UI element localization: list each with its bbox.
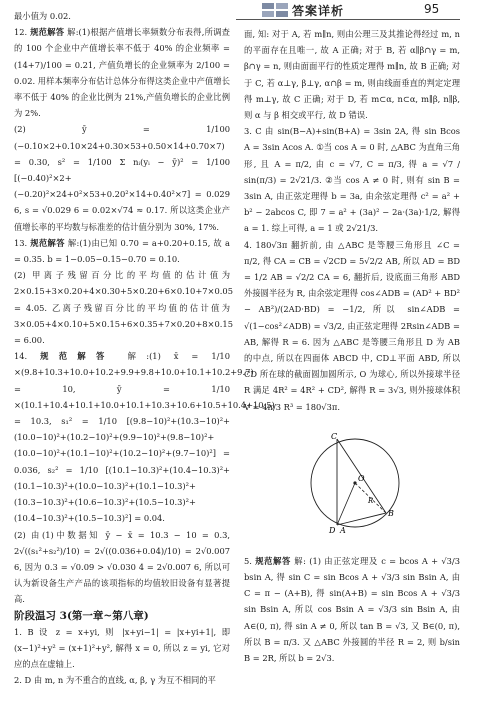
sphere-diagram bbox=[244, 417, 460, 549]
paragraph: (2) 甲离子残留百分比的平均值的估计值为 2×0.15+3×0.20+4×0.30+5×0.20+6×0.10+7×0.05 = 4.05. 乙离子残留百分比的平均值的估计值为 3×0.05+4×0.10+5×0.15+6×0.35+7×0.20+8×0.15 = 6.00. bbox=[14, 270, 233, 346]
paragraph: 12. 规范解答 解:(1)根据产值增长率频数分布表得,所调查的 100 个企业中产值增长率不低于 40% 的企业频率 = (14+7)/100 = 0.21, 产值负增长的企业频率为 2/100 = 0.02. 用样本频率分布估计总体分布得这类企业中产值增长率不低于 40% 的企业比例为 21%,产值负增长的企业比例为 2%. bbox=[14, 27, 230, 119]
label-r: R bbox=[368, 496, 374, 505]
center-point bbox=[353, 481, 356, 484]
paragraph: (2) ȳ = 1/100 (−0.10×2+0.10×24+0.30×53+0.50×14+0.70×7) = 0.30, s² = 1/100 Σ nᵢ(yᵢ − ȳ)² = 1/100 [(−0.40)²×2+(−0.20)²×24+0²×53+0.20²×14+0.40²×7] = 0.029 6, s = √0.029 6 = 0.02×√74 ≈ 0.17. 所以这类企业产值增长率的平均数与标准差的估计值分别为 30%, 17%. bbox=[14, 124, 230, 232]
section-title: 阶段温习 3(第一章~第八章) bbox=[14, 609, 149, 622]
paragraph: 面, 知: 对于 A, 若 m∥n, 则由公理三及其推论得经过 m, n 的平面存在且唯一, 故 A 正确; 对于 B, 若 α∥β∩γ = m, β∩γ = n, 则由面面平行的性质定理得 m∥n, 故 B 正确; 对于 C, 若 α⊥γ, β⊥γ, α∩β = m, 则由线面垂直的判定定理得 m⊥γ, 故 C 正确; 对于 D, 若 m⊂α, n⊂α, m∥β, n∥β, 则 α 与 β 相交或平行, 故 D 错误. bbox=[244, 29, 460, 121]
sphere-figure bbox=[300, 417, 410, 547]
answer-marker: 规范解答 bbox=[30, 237, 65, 248]
paragraph: (2) 由(1)中数据知 ȳ − x̄ = 10.3 − 10 = 0.3, 2√((s₁²+s₂²)/10) = 2√((0.036+0.04)/10) = 2√0.007 6, 因为 0.3 = √0.09 > √0.030 4 = 2√0.007 6, 所以可认为新设备生产产品的该项指标的均值较旧设备有显著提高. bbox=[14, 529, 230, 605]
paragraph: 13. 规范解答 解:(1)由已知 0.70 = a+0.20+0.15, 故 a = 0.35. b = 1−0.05−0.15−0.70 = 0.10. bbox=[14, 237, 230, 265]
book-logo-icon bbox=[262, 3, 288, 17]
page-number: 95 bbox=[424, 2, 440, 16]
header-rule bbox=[236, 19, 460, 20]
answer-marker: 规范解答 bbox=[40, 351, 115, 362]
label-b: B bbox=[388, 508, 394, 518]
paragraph: 3. C 由 sin(B−A)+sin(B+A) = 3sin 2A, 得 sin Bcos A = 3sin Acos A. ①当 cos A = 0 时, △ABC 为直角三角形, 且 A = π/2, 由 c = √7, C = π/3, 得 a = √7 / sin(π/3) = 2√21/3. ②当 cos A ≠ 0 时, 则有 sin B = 3sin A, 由正弦定理得 b = 3a, 由余弦定理得 c² = a² + b² − 2abcos C, 即 7 = a² + (3a)² − 2a·(3a)·1/2, 解得 a = 1. 综上可得, a = 1 或 2√21/3. bbox=[244, 126, 460, 234]
paragraph: 1. B 设 z = x+yi, 则 |x+yi−1| = |x+yi+1|, 即 (x−1)²+y² = (x+1)²+y², 解得 x = 0, 所以 z = yi, 它对应的点在虚轴上. bbox=[14, 626, 230, 670]
label-a: A bbox=[340, 525, 346, 535]
paragraph: 14. 规范解答 解:(1) x̄ = 1/10 ×(9.8+10.3+10.0+10.2+9.9+9.8+10.0+10.1+10.2+9.7) = 10, ȳ = 1/10 ×(10.1+10.4+10.1+10.0+10.1+10.3+10.6+10.5+10.4+10.5) = 10.3, s₁² = 1/10 [(9.8−10)²+(10.3−10)²+(10.0−10)²+(10.2−10)²+(9.9−10)²+(9.8−10)²+(10.0−10)²+(10.1−10)²+(10.2−10)²+(9.7−10)²] = 0.036, s₂² = 1/10 [(10.1−10.3)²+(10.4−10.3)²+(10.1−10.3)²+(10.0−10.3)²+(10.1−10.3)²+(10.3−10.3)²+(10.6−10.3)²+(10.5−10.3)²+(10.4−10.3)²+(10.5−10.3)²] = 0.04. bbox=[14, 351, 275, 524]
paragraph: 2. D 由 m, n 为不重合的直线, α, β, γ 为互不相同的平 bbox=[14, 675, 216, 686]
answer-marker: 规范解答 bbox=[255, 555, 291, 566]
header-title: 答案详析 bbox=[292, 4, 345, 18]
right-column bbox=[244, 26, 460, 666]
label-c: C bbox=[331, 431, 338, 441]
paragraph: 最小值为 0.02. bbox=[14, 11, 71, 21]
answer-marker: 规范解答 bbox=[30, 27, 65, 38]
paragraph: 5. 规范解答 解: (1) 由正弦定理及 c = bcos A + √3/3 bsin A, 得 sin C = sin Bcos A + √3/3 sin Bsin A, 由 C = π − (A+B), 得 sin(A+B) = sin Bcos A + √3/3 sin Bsin A, 所以 cos Bsin A = √3/3 sin Bsin A, 由 A∈(0, π), 得 sin A ≠ 0, 所以 tan B = √3, 又 B∈(0, π), 所以 B = π/3. 又 △ABC 外接圆的半径 R = 2, 则 b/sin B = 2R, 所以 b = 2√3. bbox=[244, 555, 460, 664]
edge-do bbox=[337, 483, 355, 525]
label-o: O bbox=[358, 473, 365, 483]
left-column bbox=[14, 8, 275, 689]
label-d: D bbox=[329, 525, 336, 535]
paragraph: 4. 180√3π 翻折前, 由 △ABC 是等腰三角形且 ∠C = π/2, 得 CA = CB = √2CD = 5√2/2 AB, 所以 AD = BD = 1/2 AB = √2/2 CA = 6, 翻折后, 设底面三角形 ABD 外接圆半径为 R, 由余弦定理得 cos∠ADB = (AD² + BD² − AB²)/(2AD·BD) = −1/2, 所以 sin∠ADB = √(1−cos²∠ADB) = √3/2, 由正弦定理得 2Rsin∠ADB = AB, 解得 R = 6. 因为 △ABC 是等腰三角形且 D 为 AB 的中点, 所以在四面体 ABCD 中, CD⊥平面 ABD, 所以 CD 所在球的截面圆加圆所示, O 为球心, 所以外接球半径 R 满足 4R² = 4R² + CD², 解得 R = 3√3, 则外接球体积 V = 4π/3 R³ = 180√3π. bbox=[244, 239, 460, 412]
edge-db bbox=[337, 513, 386, 525]
